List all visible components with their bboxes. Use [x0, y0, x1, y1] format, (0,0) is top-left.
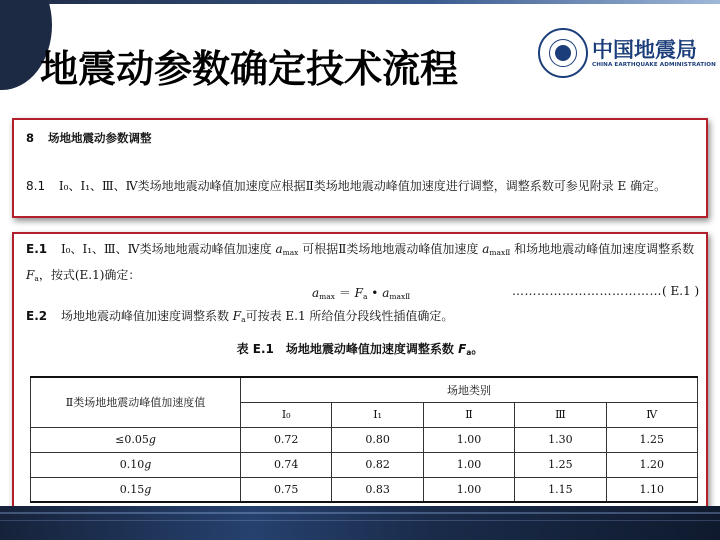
table-cell: 1.25: [606, 427, 697, 452]
table-cell: 0.75: [241, 477, 332, 502]
table-cell: 0.74: [241, 452, 332, 477]
cea-seal-icon: [538, 28, 588, 78]
formula-e-1: [26, 284, 702, 304]
column-header: Ⅱ: [423, 402, 514, 427]
adjustment-factor-table: [30, 376, 698, 503]
table-cell: 0.80: [332, 427, 423, 452]
clause-number: E.1: [26, 242, 48, 256]
excerpt-appendix-e: [12, 232, 708, 508]
table-cell: 1.15: [515, 477, 606, 502]
logo-name-en: CHINA EARTHQUAKE ADMINISTRATION: [592, 62, 716, 68]
formula: $a_{max} = F_a$ • $a_{maxⅡ}$: [312, 286, 411, 301]
clause-number: 8.1: [26, 179, 46, 193]
table-caption: 表 E.1 场地地震动峰值加速度调整系数 $F_a$。: [236, 342, 484, 357]
bottom-decoration: [0, 506, 720, 540]
slide-title: 地震动参数确定技术流程: [40, 47, 459, 91]
clause-text: Ⅰ₀、Ⅰ₁、Ⅲ、Ⅳ类场地地震动峰值加速度应根据Ⅱ类场地地震动峰值加速度进行调整，调整系数可参见附录 E 确定。: [58, 179, 667, 193]
table-cell: 1.00: [423, 427, 514, 452]
clause-8-1: [26, 176, 702, 197]
formula-dots: ………………………………: [512, 284, 662, 298]
table-cell: 1.10: [606, 477, 697, 502]
cea-logo: [536, 26, 720, 82]
group-header-cell: 场地类别: [241, 377, 698, 402]
table-cell: 1.00: [423, 452, 514, 477]
section-title: 场地地震动参数调整: [48, 131, 152, 145]
clause-number: E.2: [26, 309, 48, 323]
clause-e-2: E.2 场地地震动峰值加速度调整系数 $F_a$可按表 E.1 所给值分段线性插值确定。: [26, 309, 454, 324]
pga-cell: 0.10g: [31, 452, 241, 477]
column-header: Ⅳ: [606, 402, 697, 427]
header-band: [0, 0, 720, 4]
table-row: [31, 427, 698, 452]
table-row: [31, 477, 698, 502]
table-cell: 1.30: [515, 427, 606, 452]
clause-e-1: E.1 Ⅰ₀、Ⅰ₁、Ⅲ、Ⅳ类场地地震动峰值加速度 $a_{max}$ 可根据Ⅱ类场地地震动峰值加速度 $a_{maxⅡ}$ 和场地地震动峰值加速度调整系数 $F_a$，按式(E.1)确定：: [26, 242, 695, 283]
table-cell: 0.72: [241, 427, 332, 452]
row-header-cell: Ⅱ类场地地震动峰值加速度值: [31, 377, 241, 427]
excerpt-section-8: [12, 118, 708, 218]
formula-number: ( E.1 ): [662, 284, 700, 298]
table-cell: 0.83: [332, 477, 423, 502]
logo-name-cn: 中国地震局: [592, 38, 697, 62]
table-row: [31, 452, 698, 477]
table-cell: 1.20: [606, 452, 697, 477]
table-cell: 1.00: [423, 477, 514, 502]
pga-cell: ≤0.05g: [31, 427, 241, 452]
table-header-row: [31, 377, 698, 402]
section-number: 8: [26, 131, 35, 145]
column-header: Ⅰ₁: [332, 402, 423, 427]
table-cell: 1.25: [515, 452, 606, 477]
column-header: Ⅰ₀: [241, 402, 332, 427]
section-8-heading: [26, 130, 152, 146]
pga-cell: 0.15g: [31, 477, 241, 502]
table-cell: 0.82: [332, 452, 423, 477]
column-header: Ⅲ: [515, 402, 606, 427]
